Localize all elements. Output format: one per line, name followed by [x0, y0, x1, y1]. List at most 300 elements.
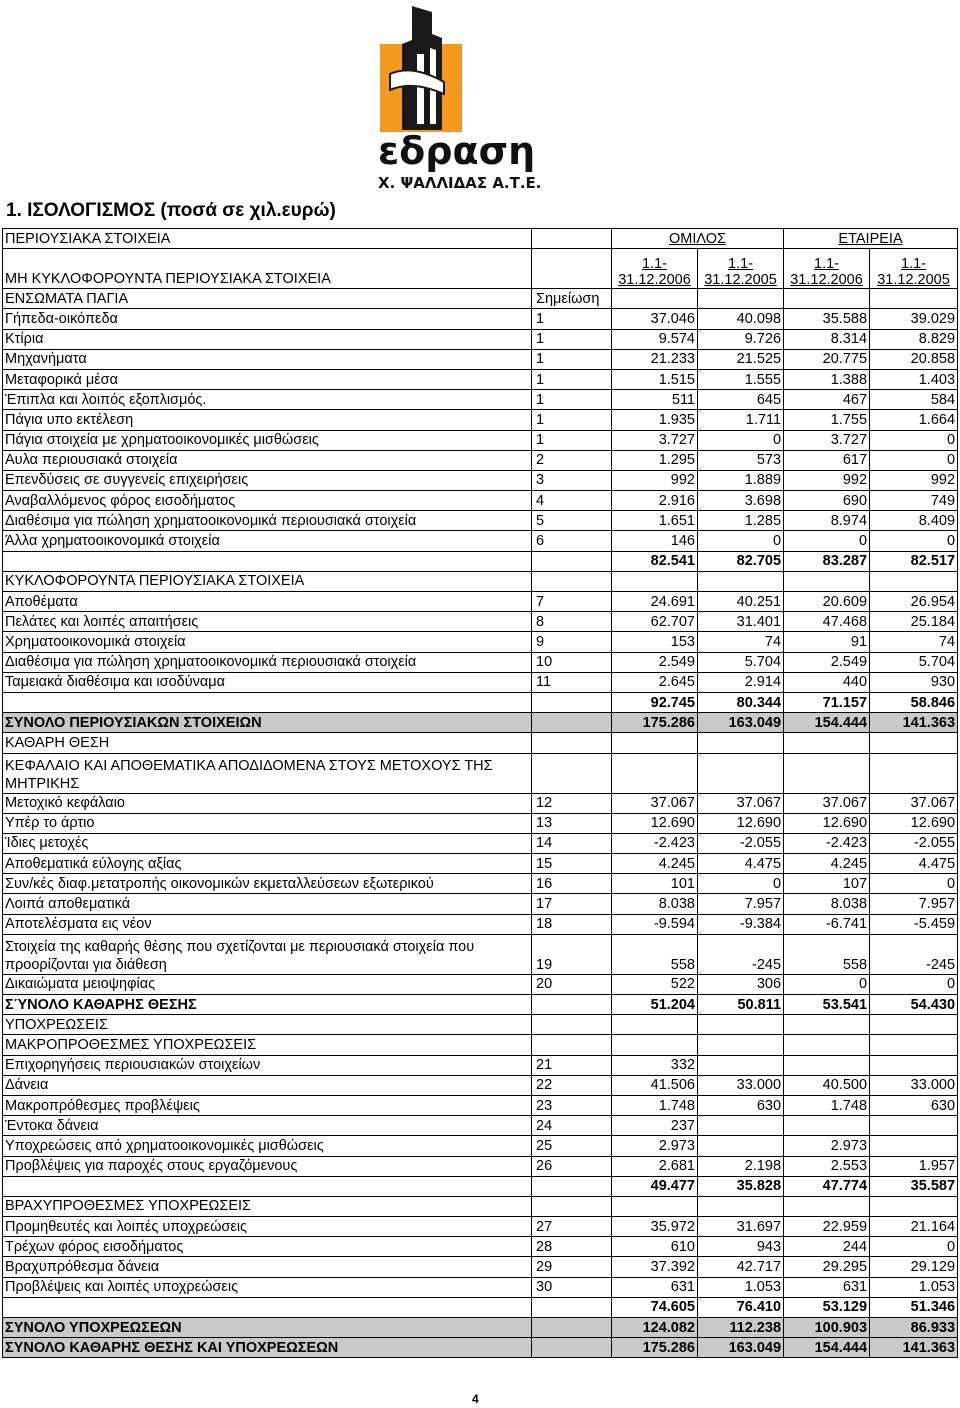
- row-value: [612, 1035, 698, 1055]
- row-value: 2.645: [612, 672, 698, 692]
- row-value: 2.973: [612, 1136, 698, 1156]
- row-value: 573: [698, 450, 784, 470]
- row-note: 10: [532, 652, 612, 672]
- row-value: [612, 571, 698, 591]
- row-value: 53.541: [784, 995, 870, 1015]
- row-value: 0: [870, 974, 958, 994]
- row-value: [612, 753, 698, 793]
- row-note: 13: [532, 813, 612, 833]
- row-note: 2: [532, 450, 612, 470]
- row-label: Δικαιώματα μειοψηφίας: [3, 974, 532, 994]
- row-value: 2.549: [784, 652, 870, 672]
- table-row: [3, 329, 958, 349]
- table-row: [3, 1055, 958, 1075]
- row-label: Έπιπλα και λοιπός εξοπλισμός.: [3, 390, 532, 410]
- table-row: [3, 1015, 958, 1035]
- row-value: 21.233: [612, 349, 698, 369]
- table-row: [3, 390, 958, 410]
- row-value: -6.741: [784, 914, 870, 934]
- row-value: 4.245: [784, 854, 870, 874]
- row-note: 19: [532, 934, 612, 974]
- row-label: [3, 1176, 532, 1196]
- row-note: 12: [532, 793, 612, 813]
- row-value: 54.430: [870, 995, 958, 1015]
- row-label: Επενδύσεις σε συγγενείς επιχειρήσεις: [3, 470, 532, 490]
- row-value: 9.574: [612, 329, 698, 349]
- row-value: 80.344: [698, 692, 784, 712]
- row-value: 930: [870, 672, 958, 692]
- row-value: 8.314: [784, 329, 870, 349]
- row-value: 584: [870, 390, 958, 410]
- table-row: [3, 1196, 958, 1216]
- row-value: [870, 1015, 958, 1035]
- row-value: 62.707: [612, 612, 698, 632]
- row-value: -5.459: [870, 914, 958, 934]
- row-note: 8: [532, 612, 612, 632]
- row-note: [532, 571, 612, 591]
- row-value: 0: [870, 450, 958, 470]
- table-row: [3, 592, 958, 612]
- row-value: 29.129: [870, 1257, 958, 1277]
- table-row: [3, 551, 958, 571]
- row-value: 21.525: [698, 349, 784, 369]
- row-value: 50.811: [698, 995, 784, 1015]
- row-value: 8.974: [784, 511, 870, 531]
- row-value: 82.705: [698, 551, 784, 571]
- row-value: 146: [612, 531, 698, 551]
- row-label: Έντοκα δάνεια: [3, 1116, 532, 1136]
- row-value: 992: [784, 470, 870, 490]
- row-value: [698, 1055, 784, 1075]
- row-label: Τρέχων φόρος εισοδήματος: [3, 1237, 532, 1257]
- row-value: [698, 1136, 784, 1156]
- table-row: [3, 652, 958, 672]
- table-row: [3, 531, 958, 551]
- header-row-3: [3, 289, 958, 309]
- row-value: 7.957: [870, 894, 958, 914]
- logo-brand: εδραση: [378, 129, 536, 173]
- section-header: ΠΕΡΙΟΥΣΙΑΚΑ ΣΤΟΙΧΕΙΑ: [3, 229, 532, 249]
- row-value: 31.697: [698, 1217, 784, 1237]
- row-note: 18: [532, 914, 612, 934]
- row-label: Γήπεδα-οικόπεδα: [3, 309, 532, 329]
- table-row: [3, 713, 958, 733]
- row-label: ΚΑΘΑΡΗ ΘΕΣΗ: [3, 733, 532, 753]
- row-value: 7.957: [698, 894, 784, 914]
- row-value: 40.251: [698, 592, 784, 612]
- row-value: 467: [784, 390, 870, 410]
- table-row: [3, 1217, 958, 1237]
- row-note: 1: [532, 410, 612, 430]
- row-value: 92.745: [612, 692, 698, 712]
- row-value: 86.933: [870, 1318, 958, 1338]
- row-value: 1.748: [784, 1095, 870, 1115]
- row-value: 21.164: [870, 1217, 958, 1237]
- row-value: 5.704: [870, 652, 958, 672]
- table-row: [3, 1156, 958, 1176]
- row-value: 20.609: [784, 592, 870, 612]
- row-value: 4.475: [870, 854, 958, 874]
- row-value: 9.726: [698, 329, 784, 349]
- row-value: 3.727: [784, 430, 870, 450]
- row-value: [784, 1055, 870, 1075]
- row-label: Κτίρια: [3, 329, 532, 349]
- row-label: ΥΠΟΧΡΕΩΣΕΙΣ: [3, 1015, 532, 1035]
- row-label: Αυλα περιουσιακά στοιχεία: [3, 450, 532, 470]
- table-row: [3, 369, 958, 389]
- row-value: 1.748: [612, 1095, 698, 1115]
- row-label: Αποθέματα: [3, 592, 532, 612]
- row-value: 83.287: [784, 551, 870, 571]
- row-value: 35.828: [698, 1176, 784, 1196]
- row-value: [784, 1015, 870, 1035]
- row-value: 20.858: [870, 349, 958, 369]
- row-value: 163.049: [698, 1338, 784, 1358]
- row-value: 37.067: [870, 793, 958, 813]
- row-value: 40.098: [698, 309, 784, 329]
- table-row: [3, 1176, 958, 1196]
- row-value: 141.363: [870, 713, 958, 733]
- row-label: Στοιχεία της καθαρής θέσης που σχετίζονται με περιουσιακά στοιχεία που προορίζονται για διάθεση: [3, 934, 532, 974]
- row-value: 558: [612, 934, 698, 974]
- table-row: [3, 672, 958, 692]
- row-label: Προβλέψεις και λοιπές υποχρεώσεις: [3, 1277, 532, 1297]
- row-note: 24: [532, 1116, 612, 1136]
- row-label: Άλλα χρηματοοικονομικά στοιχεία: [3, 531, 532, 551]
- row-note: [532, 1297, 612, 1317]
- row-label: Πελάτες και λοιπές απαιτήσεις: [3, 612, 532, 632]
- row-value: 0: [698, 874, 784, 894]
- row-value: 617: [784, 450, 870, 470]
- row-value: 26.954: [870, 592, 958, 612]
- table-row: [3, 1095, 958, 1115]
- table-row: [3, 632, 958, 652]
- row-value: [612, 1196, 698, 1216]
- row-note: [532, 692, 612, 712]
- row-note: 1: [532, 309, 612, 329]
- row-value: -2.423: [784, 833, 870, 853]
- table-row: [3, 833, 958, 853]
- row-note: 21: [532, 1055, 612, 1075]
- row-value: 992: [870, 470, 958, 490]
- row-value: -9.594: [612, 914, 698, 934]
- row-note: 25: [532, 1136, 612, 1156]
- row-value: 47.774: [784, 1176, 870, 1196]
- row-value: [784, 733, 870, 753]
- table-row: [3, 1116, 958, 1136]
- row-value: 1.651: [612, 511, 698, 531]
- row-note: [532, 1196, 612, 1216]
- row-value: 558: [784, 934, 870, 974]
- table-row: [3, 1035, 958, 1055]
- row-note: 30: [532, 1277, 612, 1297]
- row-value: 175.286: [612, 1338, 698, 1358]
- row-value: 1.889: [698, 470, 784, 490]
- row-note: 4: [532, 491, 612, 511]
- row-label: Υποχρεώσεις από χρηματοοικονομικές μισθώσεις: [3, 1136, 532, 1156]
- table-row: [3, 974, 958, 994]
- table-row: [3, 692, 958, 712]
- table-row: [3, 1136, 958, 1156]
- row-value: [698, 571, 784, 591]
- row-value: [870, 1055, 958, 1075]
- header-row-1: [3, 229, 958, 249]
- row-value: [870, 733, 958, 753]
- table-row: [3, 450, 958, 470]
- row-label: Αποθεματικά εύλογης αξίας: [3, 854, 532, 874]
- row-value: 22.959: [784, 1217, 870, 1237]
- row-note: 1: [532, 390, 612, 410]
- row-value: 522: [612, 974, 698, 994]
- table-row: [3, 511, 958, 531]
- row-label: ΚΕΦΑΛΑΙΟ ΚΑΙ ΑΠΟΘΕΜΑΤΙΚΑ ΑΠΟΔΙΔΟΜΕΝΑ ΣΤΟΥΣ ΜΕΤΟΧΟΥΣ ΤΗΣ ΜΗΤΡΙΚΗΣ: [3, 753, 532, 793]
- row-value: 124.082: [612, 1318, 698, 1338]
- row-value: [870, 1035, 958, 1055]
- row-value: 1.664: [870, 410, 958, 430]
- row-value: [698, 1116, 784, 1136]
- row-value: 3.727: [612, 430, 698, 450]
- row-value: [784, 1116, 870, 1136]
- row-value: [698, 1015, 784, 1035]
- row-value: [870, 753, 958, 793]
- row-value: 33.000: [698, 1075, 784, 1095]
- row-label: ΣΥΝΟΛΟ ΥΠΟΧΡΕΩΣΕΩΝ: [3, 1318, 532, 1338]
- row-value: 0: [698, 531, 784, 551]
- row-value: 1.053: [870, 1277, 958, 1297]
- table-row: [3, 1318, 958, 1338]
- header-row-2: [3, 249, 958, 289]
- row-value: 1.555: [698, 369, 784, 389]
- row-value: [784, 1196, 870, 1216]
- row-value: 24.691: [612, 592, 698, 612]
- period-header: 1.1- 31.12.2005: [870, 249, 958, 289]
- row-label: Λοιπά αποθεματικά: [3, 894, 532, 914]
- row-value: 0: [870, 1237, 958, 1257]
- row-value: 1.388: [784, 369, 870, 389]
- row-value: 4.475: [698, 854, 784, 874]
- row-value: 76.410: [698, 1297, 784, 1317]
- row-note: 22: [532, 1075, 612, 1095]
- table-row: [3, 934, 958, 974]
- row-label: Διαθέσιμα για πώληση χρηματοοικονομικά περιουσιακά στοιχεία: [3, 511, 532, 531]
- row-label: Δάνεια: [3, 1075, 532, 1095]
- row-label: Διαθέσιμα για πώληση χρηματοοικονομικά περιουσιακά στοιχεία: [3, 652, 532, 672]
- table-row: [3, 793, 958, 813]
- row-value: 244: [784, 1237, 870, 1257]
- row-value: 12.690: [612, 813, 698, 833]
- row-note: 6: [532, 531, 612, 551]
- row-value: 645: [698, 390, 784, 410]
- row-value: 630: [698, 1095, 784, 1115]
- row-note: 17: [532, 894, 612, 914]
- row-value: [698, 1035, 784, 1055]
- row-label: ΜΑΚΡΟΠΡΟΘΕΣΜΕΣ ΥΠΟΧΡΕΩΣΕΙΣ: [3, 1035, 532, 1055]
- row-value: 8.829: [870, 329, 958, 349]
- row-note: [532, 1318, 612, 1338]
- row-label: Ταμειακά διαθέσιμα και ισοδύναμα: [3, 672, 532, 692]
- row-note: 27: [532, 1217, 612, 1237]
- table-row: [3, 349, 958, 369]
- row-value: 41.506: [612, 1075, 698, 1095]
- row-value: 332: [612, 1055, 698, 1075]
- row-label: Μετοχικό κεφάλαιο: [3, 793, 532, 813]
- period-header: 1.1- 31.12.2006: [612, 249, 698, 289]
- row-value: 1.957: [870, 1156, 958, 1176]
- table-row: [3, 491, 958, 511]
- row-value: 39.029: [870, 309, 958, 329]
- row-label: Αναβαλλόμενος φόρος εισοδήματος: [3, 491, 532, 511]
- row-label: Βραχυπρόθεσμα δάνεια: [3, 1257, 532, 1277]
- row-label: Πάγια στοιχεία με χρηματοοικονομικές μισθώσεις: [3, 430, 532, 450]
- row-value: 12.690: [784, 813, 870, 833]
- row-value: 0: [870, 430, 958, 450]
- row-value: 610: [612, 1237, 698, 1257]
- row-value: 1.711: [698, 410, 784, 430]
- row-value: [698, 733, 784, 753]
- table-row: [3, 813, 958, 833]
- row-value: 8.038: [784, 894, 870, 914]
- table-row: [3, 874, 958, 894]
- row-value: 0: [870, 874, 958, 894]
- row-value: 101: [612, 874, 698, 894]
- row-value: 1.935: [612, 410, 698, 430]
- row-value: 8.038: [612, 894, 698, 914]
- row-value: -2.055: [870, 833, 958, 853]
- row-note: 1: [532, 349, 612, 369]
- row-value: 0: [698, 430, 784, 450]
- row-label: [3, 692, 532, 712]
- balance-sheet-table: [2, 228, 958, 1358]
- row-value: 82.541: [612, 551, 698, 571]
- row-label: ΚΥΚΛΟΦΟΡΟΥΝΤΑ ΠΕΡΙΟΥΣΙΑΚΑ ΣΤΟΙΧΕΙΑ: [3, 571, 532, 591]
- row-note: 16: [532, 874, 612, 894]
- row-value: 40.500: [784, 1075, 870, 1095]
- row-label: Υπέρ το άρτιο: [3, 813, 532, 833]
- row-value: 74.605: [612, 1297, 698, 1317]
- row-note: 26: [532, 1156, 612, 1176]
- row-value: [870, 1116, 958, 1136]
- table-row: [3, 753, 958, 793]
- row-value: [870, 571, 958, 591]
- logo-tagline: Χ. ΨΑΛΛΙΔΑΣ Α.Τ.Ε.: [378, 174, 542, 192]
- row-value: 440: [784, 672, 870, 692]
- row-value: 100.903: [784, 1318, 870, 1338]
- row-note: 3: [532, 470, 612, 490]
- company-logo: [372, 4, 542, 194]
- row-value: 5.704: [698, 652, 784, 672]
- row-note: [532, 753, 612, 793]
- row-value: 2.553: [784, 1156, 870, 1176]
- row-note: 11: [532, 672, 612, 692]
- row-note: [532, 733, 612, 753]
- row-value: [784, 1035, 870, 1055]
- row-value: 2.198: [698, 1156, 784, 1176]
- page-title: 1. ΙΣΟΛΟΓΙΣΜΟΣ (ποσά σε χιλ.ευρώ): [6, 200, 336, 221]
- row-note: [532, 1176, 612, 1196]
- row-value: 141.363: [870, 1338, 958, 1358]
- row-value: 37.392: [612, 1257, 698, 1277]
- row-value: 175.286: [612, 713, 698, 733]
- row-note: 14: [532, 833, 612, 853]
- row-note: 1: [532, 329, 612, 349]
- row-label: ΣΎΝΟΛΟ ΚΑΘΑΡΗΣ ΘΕΣΗΣ: [3, 995, 532, 1015]
- row-note: 7: [532, 592, 612, 612]
- row-value: -2.055: [698, 833, 784, 853]
- row-value: 163.049: [698, 713, 784, 733]
- table-row: [3, 995, 958, 1015]
- row-value: [612, 733, 698, 753]
- row-value: 0: [870, 531, 958, 551]
- row-value: 42.717: [698, 1257, 784, 1277]
- row-value: 1.515: [612, 369, 698, 389]
- row-value: 2.681: [612, 1156, 698, 1176]
- row-note: [532, 995, 612, 1015]
- row-value: [698, 753, 784, 793]
- row-label: ΒΡΑΧΥΠΡΟΘΕΣΜΕΣ ΥΠΟΧΡΕΩΣΕΙΣ: [3, 1196, 532, 1216]
- row-value: 112.238: [698, 1318, 784, 1338]
- row-value: 1.403: [870, 369, 958, 389]
- row-value: [870, 1136, 958, 1156]
- row-value: 82.517: [870, 551, 958, 571]
- table-row: [3, 894, 958, 914]
- row-value: 74: [870, 632, 958, 652]
- table-row: [3, 1297, 958, 1317]
- row-value: -245: [870, 934, 958, 974]
- row-value: 1.295: [612, 450, 698, 470]
- row-value: 2.914: [698, 672, 784, 692]
- table-row: [3, 1257, 958, 1277]
- row-value: 37.046: [612, 309, 698, 329]
- row-note: 23: [532, 1095, 612, 1115]
- row-value: [612, 1015, 698, 1035]
- row-value: 37.067: [612, 793, 698, 813]
- row-value: 29.295: [784, 1257, 870, 1277]
- row-value: 91: [784, 632, 870, 652]
- row-value: 0: [784, 531, 870, 551]
- page-number: 4: [472, 1392, 479, 1406]
- row-value: 51.204: [612, 995, 698, 1015]
- row-value: 943: [698, 1237, 784, 1257]
- tangible-header: ΕΝΣΩΜΑΤΑ ΠΑΓΙΑ: [3, 289, 532, 309]
- row-value: 25.184: [870, 612, 958, 632]
- row-value: 631: [784, 1277, 870, 1297]
- row-note: [532, 713, 612, 733]
- row-value: 511: [612, 390, 698, 410]
- company-header: ΕΤΑΙΡΕΙΑ: [838, 230, 903, 247]
- row-value: 31.401: [698, 612, 784, 632]
- row-label: Συν/κές διαφ.μετατροπής οικονομικών εκμεταλλεύσεων εξωτερικού: [3, 874, 532, 894]
- row-note: 1: [532, 369, 612, 389]
- row-note: 5: [532, 511, 612, 531]
- row-value: 33.000: [870, 1075, 958, 1095]
- group-header: ΟΜΙΛΟΣ: [669, 230, 727, 247]
- period-header: 1.1- 31.12.2006: [784, 249, 870, 289]
- row-value: 35.587: [870, 1176, 958, 1196]
- table-row: [3, 1075, 958, 1095]
- row-value: 49.477: [612, 1176, 698, 1196]
- row-value: 1.285: [698, 511, 784, 531]
- row-value: -9.384: [698, 914, 784, 934]
- period-header: 1.1- 31.12.2005: [698, 249, 784, 289]
- row-note: [532, 1035, 612, 1055]
- row-value: 992: [612, 470, 698, 490]
- row-label: Μεταφορικά μέσα: [3, 369, 532, 389]
- row-value: 107: [784, 874, 870, 894]
- row-value: 71.157: [784, 692, 870, 712]
- row-value: 237: [612, 1116, 698, 1136]
- row-label: Πάγια υπο εκτέλεση: [3, 410, 532, 430]
- row-label: Αποτελέσματα εις νέον: [3, 914, 532, 934]
